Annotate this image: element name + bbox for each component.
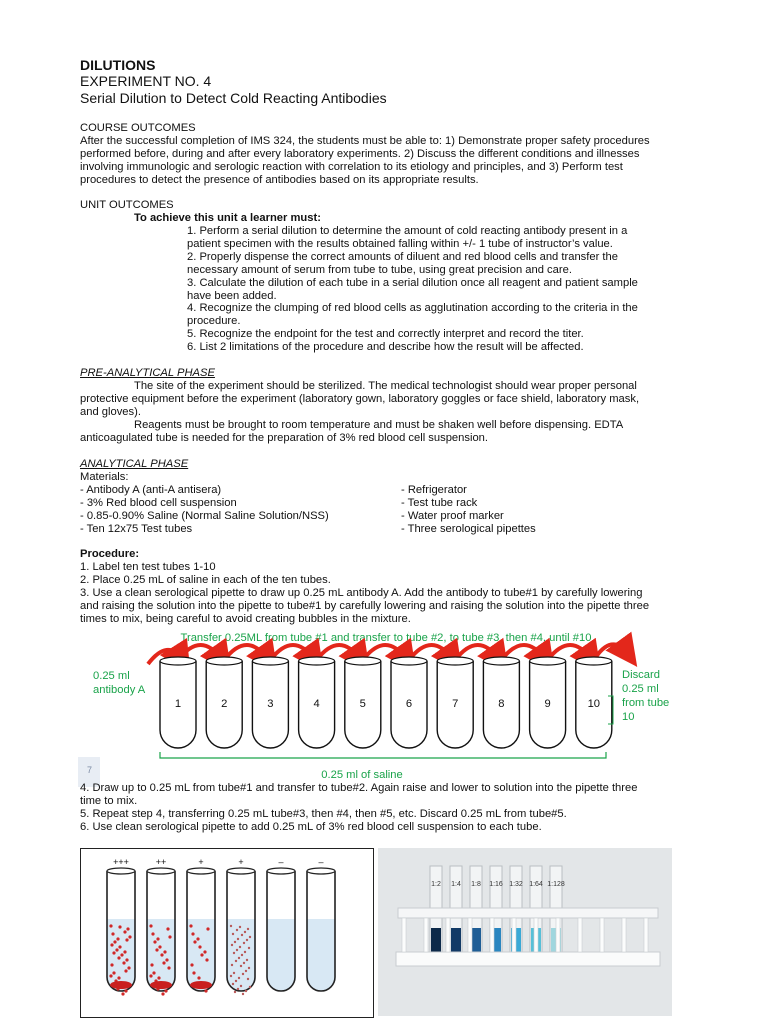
photo-tube-label: 1:2	[431, 881, 441, 888]
materials-left-list: - Antibody A (anti-A antisera) - 3% Red blood cell suspension - 0.85-0.90% Saline (Normal Saline Solution/NSS) - Ten 12x75 Test tubes	[80, 484, 329, 535]
photo-tube-label: 1:8	[471, 881, 481, 888]
tube-6	[391, 657, 427, 748]
tube-number: 2	[221, 698, 228, 710]
antibody-label-line2: antibody A	[93, 684, 146, 696]
grade-label: +++	[113, 857, 129, 867]
experiment-subtitle: Serial Dilution to Detect Cold Reacting Antibodies	[80, 90, 387, 106]
agglutination-figure	[80, 848, 374, 1018]
tube-number: 9	[544, 698, 551, 710]
tube-9	[530, 657, 566, 748]
agglutination-tube-6	[307, 857, 335, 991]
pre-analytical-heading: PRE-ANALYTICAL PHASE	[80, 367, 215, 379]
agglutination-tube-4	[227, 857, 255, 995]
unit-outcomes-list: 1. Perform a serial dilution to determine the amount of cold reacting antibody present in a patient specimen with the results obtained falling within +/- 1 tube of instructor’s value. 2. Properly dispense the correct amounts of diluent and red blood cells and transfer the necessary amount of serum from tube to tube, using great precision and care. 3. Calculate the dilution of each tube in a serial dilution once all reagent and patient sample have been added. 4. Recognize the clumping of red blood cells as agglutination according to the criteria in the procedure. 5. Recognize the endpoint for the test and correctly interpret and record the titer. 6. List 2 limitations of the procedure and describe how the result will be affected.	[187, 225, 638, 354]
photo-tube-label: 1:32	[509, 881, 523, 888]
tube-number: 4	[313, 698, 320, 710]
tube-number: 3	[267, 698, 274, 710]
photo-tube-label: 1:128	[547, 881, 565, 888]
course-outcomes-body: After the successful completion of IMS 324, the students must be able to: 1) Demonstrate proper safety procedures performed before, during and after every laboratory experiments. 2) Discuss the different conditions and illnesses involving immunologic and serologic reaction with correlation to its etiology and principles, and 3) Perform test procedures to detect the presence of antibodies based on its appropriate results.	[80, 135, 650, 186]
tube-5	[345, 657, 381, 748]
tube-7	[437, 657, 473, 748]
tube-2	[206, 657, 242, 748]
doc-title: DILUTIONS	[80, 57, 156, 73]
tube-number: 5	[359, 698, 366, 710]
discard-label-line1: Discard	[622, 669, 660, 681]
tube-1	[160, 657, 196, 748]
tube-number: 8	[498, 698, 505, 710]
tube-row	[160, 657, 612, 748]
agglutination-tube-5	[267, 857, 295, 991]
materials-right-list: - Refrigerator - Test tube rack - Water proof marker - Three serological pipettes	[401, 484, 536, 535]
tube-rack-photo	[378, 848, 672, 1016]
saline-label: 0.25 ml of saline	[321, 769, 403, 781]
tube-10	[576, 657, 612, 748]
photo-svg	[378, 848, 672, 1016]
agglutination-tube-1	[107, 857, 135, 996]
experiment-number: EXPERIMENT NO. 4	[80, 73, 212, 89]
agglutination-svg	[81, 849, 373, 1017]
antibody-label-line1: 0.25 ml	[93, 670, 130, 682]
photo-tube-label: 1:16	[489, 881, 503, 888]
saline-bracket	[160, 752, 606, 758]
grade-label: ++	[155, 857, 167, 867]
tube-number: 10	[587, 698, 601, 710]
materials-label: Materials:	[80, 471, 129, 483]
tube-3	[252, 657, 288, 748]
discard-label-line3: from tube	[622, 697, 670, 709]
agglutination-tube-3	[187, 857, 215, 993]
tube-number: 6	[405, 698, 413, 710]
course-outcomes-heading: COURSE OUTCOMES	[80, 122, 196, 134]
photo-tube-label: 1:64	[529, 881, 543, 888]
procedure-steps: 1. Label ten test tubes 1-10 2. Place 0.25 mL of saline in each of the ten tubes. 3. Use a clean serological pipette to draw up 0.25 mL antibody A. Add the antibody to tube#1 by carefully lowering and raising the solution into the pipette to tube#1 by carefully lowering and raising the solution into the pipette three times to mix, being careful to avoid creating bubbles in the mixture.	[80, 561, 650, 625]
analytical-heading: ANALYTICAL PHASE	[80, 458, 189, 470]
serial-dilution-diagram	[78, 626, 698, 784]
tube-4	[299, 657, 335, 748]
discard-label-line2: 0.25 ml	[622, 683, 659, 695]
unit-outcomes-intro: To achieve this unit a learner must:	[134, 212, 321, 224]
tube-number: 1	[174, 698, 182, 710]
page-marker: 7	[87, 765, 93, 775]
transfer-caption: Transfer 0.25ML from tube #1 and transfer to tube #2, to tube #3, then #4, until #10	[180, 632, 592, 644]
agglutination-tube-2	[147, 857, 175, 996]
photo-tube-label: 1:4	[451, 881, 461, 888]
grade-label: +	[238, 857, 244, 867]
unit-outcomes-heading: UNIT OUTCOMES	[80, 199, 174, 211]
grade-label: +	[198, 857, 204, 867]
grade-label: –	[278, 857, 284, 867]
procedure-steps-continued: 4. Draw up to 0.25 mL from tube#1 and transfer to tube#2. Again raise and lower to solution into the pipette three time to mix. 5. Repeat step 4, transferring 0.25 mL tube#3, then #4, then #5, etc. Discard 0.25 mL from tube#5. 6. Use clean serological pipette to add 0.25 mL of 3% red blood cell suspension to each tube.	[80, 782, 638, 833]
procedure-heading: Procedure:	[80, 548, 140, 560]
discard-label-line4: 10	[622, 711, 635, 723]
grade-label: –	[318, 857, 324, 867]
tube-number: 7	[452, 698, 459, 710]
pre-analytical-body: The site of the experiment should be sterilized. The medical technologist should wear proper personal protective equipment before the experiment (laboratory gown, laboratory goggles or face shield, laboratory mask, and gloves). Reagents must be brought to room temperature and must be shaken well before dispensing. EDTA anticoagulated tube is needed for the preparation of 3% red blood cell suspension.	[80, 380, 640, 444]
tube-8	[483, 657, 519, 748]
